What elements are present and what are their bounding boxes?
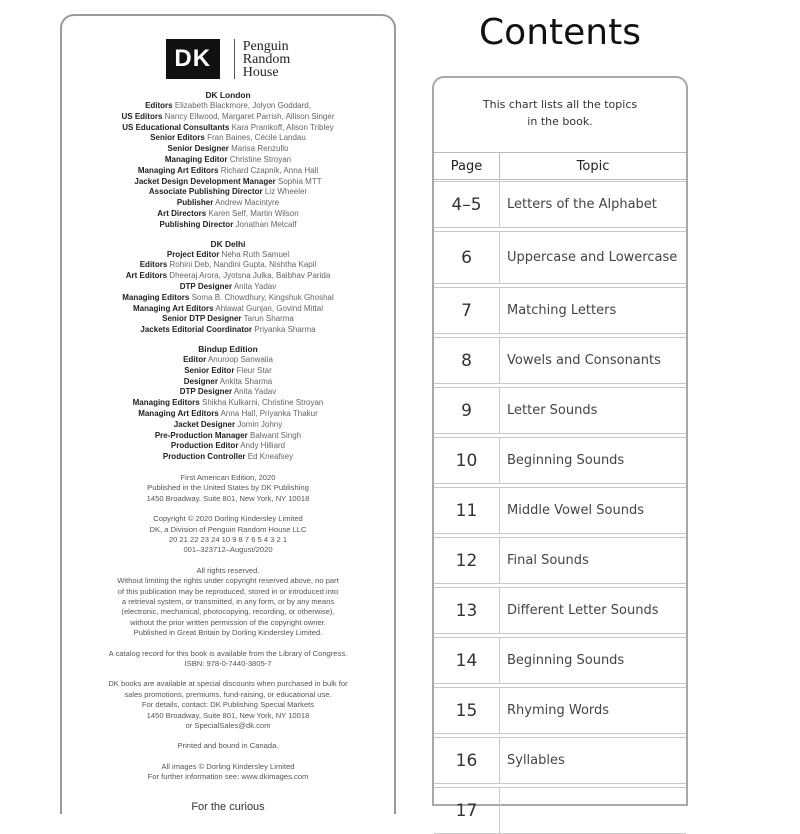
credit-role: Managing Editors	[132, 398, 200, 408]
credits-title: DK Delhi	[210, 238, 246, 249]
topic-name: Beginning Sounds	[507, 653, 625, 668]
table-row	[434, 487, 686, 534]
topic-name: Vowels and Consonants	[507, 353, 661, 368]
credit-names: Sophia MTT	[278, 176, 322, 186]
credit-role: Managing Editor	[164, 154, 228, 164]
credits-dk-london	[62, 90, 394, 231]
copyright-panel	[60, 14, 396, 814]
credit-role: Associate Publishing Director	[148, 187, 263, 197]
page-number: 13	[434, 588, 500, 633]
credit-names: Ankita Sharma	[219, 376, 273, 386]
credit-names: Neha Ruth Samuel	[221, 249, 290, 259]
credit-role: Jackets Editorial Coordinator	[140, 325, 252, 335]
table-row	[434, 737, 686, 784]
credit-line	[62, 209, 394, 220]
credit-role: US Editors	[121, 111, 163, 121]
credit-names: Kara Pranikoff, Alison Tribley	[231, 122, 334, 132]
credit-role: Pre-Production Manager	[154, 430, 248, 440]
credit-line	[62, 398, 394, 409]
credit-names: Soma B. Chowdhury, Kingshuk Ghoshal	[191, 292, 334, 302]
paragraph-line: sales promotions, premiums, fund-raising, or educational use.	[124, 689, 332, 699]
credit-role: Senior Designer	[167, 144, 229, 154]
credit-names: Nancy Ellwood, Margaret Parrish, Allison Singer	[164, 111, 335, 121]
credit-names: Jomin Johny	[237, 419, 283, 429]
credit-line	[62, 304, 394, 315]
credit-names: Andrew Macintyre	[215, 198, 280, 208]
copyright-paragraph	[72, 473, 384, 504]
dk-logo: DK	[166, 39, 220, 79]
paragraph-line: 1450 Broadway, Suite 801, New York, NY 10018	[146, 493, 310, 503]
credit-names: Anna Hall, Priyanka Thakur	[220, 408, 318, 418]
page-number: 7	[434, 288, 500, 333]
page-number: 9	[434, 388, 500, 433]
credits-title: DK London	[205, 90, 251, 100]
paragraph-line: Copyright © 2020 Dorling Kindersley Limited	[153, 514, 303, 524]
credit-role: Editor	[183, 354, 207, 364]
paragraph-line: 1450 Broadway, Suite 801, New York, NY 10018	[146, 710, 310, 720]
page-number: 4–5	[434, 182, 500, 227]
topic-name: Letters of the Alphabet	[507, 197, 657, 212]
credit-names: Christine Stroyan	[229, 154, 292, 164]
credit-role: Jacket Designer	[173, 419, 236, 429]
contents-table	[432, 76, 688, 821]
paragraph-line: All rights reserved.	[196, 565, 260, 575]
credit-role: Senior DTP Designer	[162, 314, 242, 324]
table-body	[434, 181, 686, 834]
paragraph-line: (electronic, mechanical, photocopying, recording, or otherwise),	[121, 607, 335, 617]
credit-names: Andy Hilliard	[240, 441, 286, 451]
credit-line	[62, 387, 394, 398]
copyright-paragraph	[72, 762, 384, 783]
credit-role: Managing Art Editors	[133, 303, 214, 313]
page-number: 15	[434, 688, 500, 733]
page-number: 10	[434, 438, 500, 483]
table-row	[434, 181, 686, 228]
credit-names: Ed Kneafsey	[247, 452, 294, 462]
publisher-logo	[62, 36, 394, 82]
credit-line	[62, 366, 394, 377]
page-number: 8	[434, 338, 500, 383]
paragraph-line: Printed and bound in Canada.	[177, 741, 279, 751]
paragraph-line: of this publication may be reproduced, stored in or introduced into	[117, 586, 339, 596]
page-number: 14	[434, 638, 500, 683]
paragraph-line: For further information see: www.dkimages.com	[147, 772, 309, 782]
tagline: For the curious	[191, 800, 265, 813]
table-row	[434, 787, 686, 834]
page-number: 17	[434, 788, 500, 833]
credit-role: Managing Art Editors	[138, 408, 219, 418]
credit-line	[62, 452, 394, 463]
credit-line	[62, 144, 394, 155]
credit-role: Designer	[183, 376, 218, 386]
credit-names: Ahlawat Gunjan, Govind Mittal	[215, 303, 323, 313]
credit-line	[62, 420, 394, 431]
topic-name: Syllables	[507, 753, 565, 768]
paragraph-line: 20 21 22 23 24 10 9 8 7 6 5 4 3 2 1	[168, 534, 288, 544]
paragraph-line: First American Edition, 2020	[180, 472, 276, 482]
credits-dk-delhi	[62, 239, 394, 336]
credit-role: Senior Editor	[184, 365, 235, 375]
credit-role: Production Editor	[170, 441, 239, 451]
credit-line	[62, 314, 394, 325]
paragraph-line: Published in Great Britain by Dorling Kindersley Limited.	[133, 628, 323, 638]
credit-names: Shikha Kulkarni, Christine Stroyan	[201, 398, 324, 408]
credit-role: DTP Designer	[179, 387, 233, 397]
credit-line	[62, 166, 394, 177]
paragraph-line: For details, contact: DK Publishing Special Markets	[141, 700, 315, 710]
credit-line	[62, 282, 394, 293]
header-page: Page	[434, 153, 500, 179]
credit-names: Dheeraj Arora, Jyotsna Julka, Baibhav Parida	[169, 271, 331, 281]
table-row	[434, 387, 686, 434]
credit-names: Anuroop Sanwalia	[207, 354, 273, 364]
paragraph-line: A catalog record for this book is available from the Library of Congress.	[108, 648, 348, 658]
credit-line	[62, 260, 394, 271]
page-number: 6	[434, 232, 500, 283]
credit-role: Publisher	[176, 198, 214, 208]
copyright-paragraph	[72, 514, 384, 556]
credit-role: Managing Art Editors	[137, 165, 219, 175]
table-row	[434, 337, 686, 384]
copyright-paragraph	[72, 566, 384, 639]
paragraph-line: Published in the United States by DK Publishing	[147, 483, 309, 493]
table-row	[434, 231, 686, 284]
topic-name: Rhyming Words	[507, 703, 610, 718]
credit-role: Managing Editors	[122, 292, 190, 302]
credit-names: Tarun Sharma	[243, 314, 294, 324]
topic-name: Different Letter Sounds	[507, 603, 659, 618]
table-row	[434, 537, 686, 584]
credit-line	[62, 220, 394, 231]
credit-role: Senior Editors	[150, 133, 205, 143]
table-header	[434, 152, 686, 180]
paragraph-line: Without limiting the rights under copyright reserved above, no part	[117, 576, 339, 586]
credit-line	[62, 101, 394, 112]
credit-names: Balwant Singh	[249, 430, 302, 440]
paragraph-line: without the prior written permission of the copyright owner.	[130, 617, 326, 627]
page-number: 16	[434, 738, 500, 783]
credit-names: Jonathan Metcalf	[235, 219, 297, 229]
table-row	[434, 287, 686, 334]
paragraph-line: 001–323712–August/2020	[183, 545, 273, 555]
credit-line	[62, 198, 394, 209]
credit-line	[62, 177, 394, 188]
topic-name: Middle Vowel Sounds	[507, 503, 644, 518]
topic-name: Matching Letters	[507, 303, 617, 318]
topic-name: Uppercase and Lowercase	[507, 250, 678, 265]
credit-role: Editors	[139, 260, 168, 270]
credit-line	[62, 293, 394, 304]
credit-line	[62, 271, 394, 282]
paragraph-line: DK, a Division of Penguin Random House LLC	[149, 524, 307, 534]
credit-line	[62, 155, 394, 166]
paragraph-line: a retrieval system, or transmitted, in any form, or by any means	[121, 596, 335, 606]
credit-role: Editors	[145, 101, 173, 110]
credit-names: Anita Yadav	[233, 387, 277, 397]
table-row	[434, 637, 686, 684]
page-title: Contents	[479, 12, 641, 53]
topic-name: Letter Sounds	[507, 403, 598, 418]
credit-role: Project Editor	[166, 249, 220, 259]
copyright-paragraph	[72, 741, 384, 751]
credit-names: Rohini Deb, Nandini Gupta, Nishtha Kapil	[169, 260, 317, 270]
topic-name	[500, 788, 686, 833]
paragraph-line: ISBN: 978-0-7440-3805-7	[184, 659, 272, 668]
credit-line	[62, 377, 394, 388]
table-row	[434, 687, 686, 734]
copyright-notices	[62, 473, 394, 783]
credit-role: DTP Designer	[179, 281, 233, 291]
paragraph-line: DK books are available at special discounts when purchased in bulk for	[108, 679, 348, 689]
credit-names: Anita Yadav	[233, 281, 277, 291]
header-topic: Topic	[576, 158, 610, 174]
table-row	[434, 437, 686, 484]
credit-role: Publishing Director	[159, 219, 234, 229]
credit-names: Marisa Renzullo	[231, 144, 289, 154]
credits-bindup-edition	[62, 344, 394, 463]
credit-role: Production Controller	[162, 452, 246, 462]
credit-role: US Educational Consultants	[122, 122, 230, 132]
copyright-paragraph	[72, 679, 384, 731]
credit-line	[62, 250, 394, 261]
topic-name: Beginning Sounds	[507, 453, 625, 468]
topic-name: Final Sounds	[507, 553, 589, 568]
paragraph-line: All images © Dorling Kindersley Limited	[161, 761, 295, 771]
credit-names: Elizabeth Blackmore, Jolyon Goddard,	[174, 101, 311, 110]
logo-divider	[234, 39, 235, 79]
credit-line	[62, 355, 394, 366]
credit-line	[62, 441, 394, 452]
penguin-random-house-logo: Penguin Random House	[242, 38, 291, 80]
page-number: 12	[434, 538, 500, 583]
credit-role: Jacket Design Development Manager	[134, 176, 276, 186]
credit-line	[62, 112, 394, 123]
credit-names: Priyanka Sharma	[254, 325, 316, 335]
credit-line	[62, 133, 394, 144]
page-number: 11	[434, 488, 500, 533]
credit-role: Art Directors	[157, 208, 207, 218]
credit-line	[62, 123, 394, 134]
contents-intro: This chart lists all the topics in the book.	[482, 98, 638, 128]
credit-names: Fleur Star	[236, 365, 272, 375]
table-row	[434, 587, 686, 634]
copyright-paragraph	[72, 649, 384, 670]
credit-line	[62, 187, 394, 198]
credit-line	[62, 325, 394, 336]
credit-names: Richard Czapnik, Anna Hall	[220, 165, 319, 175]
paragraph-line: or SpecialSales@dk.com	[185, 721, 271, 731]
credit-line	[62, 409, 394, 420]
credit-role: Art Editors	[125, 271, 168, 281]
credit-names: Karen Self, Martin Wilson	[208, 208, 299, 218]
credit-line	[62, 431, 394, 442]
credit-names: Liz Wheeler	[264, 187, 308, 197]
credit-names: Fran Baines, Cécile Landau	[207, 133, 306, 143]
credits-title: Bindup Edition	[198, 343, 258, 354]
